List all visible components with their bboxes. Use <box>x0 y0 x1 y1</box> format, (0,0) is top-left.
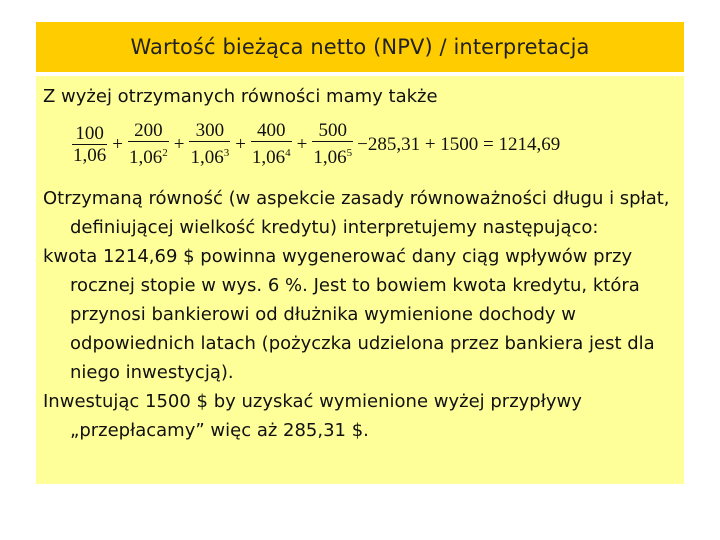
body-text <box>43 184 679 445</box>
intro-text: Z wyżej otrzymanych równości mamy także <box>43 86 438 107</box>
paragraph-overpay: Inwestując 1500 $ by uzyskać wymienione wyżej przypływy „przepłacamy” więc aż 285,31 $. <box>43 391 582 441</box>
plus-sign: + <box>112 133 123 155</box>
plus-sign: + <box>296 133 308 155</box>
denominator: 1,06$^4$ <box>251 141 292 169</box>
fraction-term-1 <box>72 123 107 167</box>
plus-sign: + <box>173 133 185 155</box>
paragraph-interpretation: Otrzymaną równość (w aspekcie zasady równoważności długu i spłat, definiującej wielkość kredytu) interpretujemy następująco: <box>43 188 670 238</box>
numerator: 500 <box>318 120 347 141</box>
npv-equation <box>70 120 560 169</box>
numerator: 200 <box>134 120 163 141</box>
title-bar <box>36 22 684 72</box>
exponent: 2 <box>162 147 168 159</box>
slide-title: Wartość bieżąca netto (NPV) / interpretacja <box>130 35 590 59</box>
paragraph-loan-amount: kwota 1214,69 $ powinna wygenerować dany ciąg wpływów przy rocznej stopie w wys. 6 %. Jest to bowiem kwota kredytu, która przynosi bankierowi od dłużnika wymienione dochody w odpowiednich latach (pożyczka udzielona przez bankiera jest dla niego inwestycją). <box>43 246 655 383</box>
content-box <box>36 76 684 484</box>
plus-sign: + <box>235 133 246 155</box>
fraction-term-4 <box>251 120 292 169</box>
fraction-term-2 <box>128 120 169 169</box>
denominator: 1,06$^5$ <box>312 141 353 169</box>
denominator: 1,06 <box>73 144 107 166</box>
numerator: 400 <box>257 120 286 141</box>
exponent: 5 <box>346 147 353 159</box>
fraction-term-3 <box>189 120 230 169</box>
exponent: 4 <box>285 147 291 159</box>
denominator: 1,06$^2$ <box>128 141 169 169</box>
equation-result: −285,31 + 1500 = 1214,69 <box>357 133 561 155</box>
denominator: 1,06$^3$ <box>189 141 230 169</box>
fraction-term-5 <box>312 120 353 169</box>
numerator: 300 <box>195 120 225 141</box>
numerator: 100 <box>75 122 104 144</box>
exponent: 3 <box>223 147 230 159</box>
